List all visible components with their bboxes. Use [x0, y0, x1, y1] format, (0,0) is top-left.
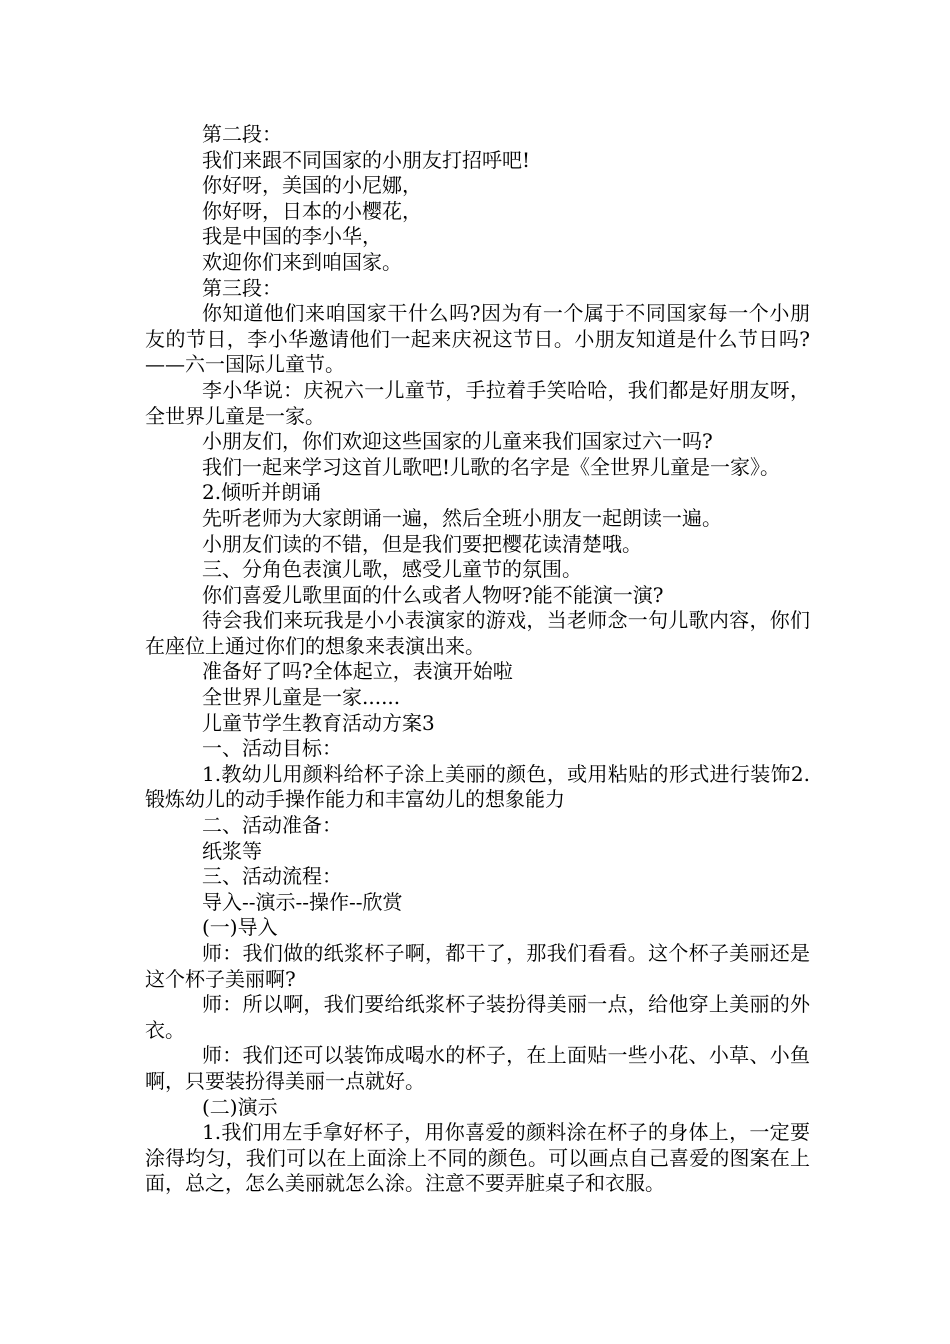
paragraph: 第三段：	[202, 275, 282, 300]
paragraph: 准备好了吗?全体起立，表演开始啦	[202, 659, 513, 684]
paragraph: 二、活动准备：	[202, 813, 342, 838]
paragraph: 师：我们还可以装饰成喝水的杯子，在上面贴一些小花、小草、小鱼啊，只要装扮得美丽一点就好。	[145, 1043, 810, 1093]
paragraph: 1.我们用左手拿好杯子，用你喜爱的颜料涂在杯子的身体上，一定要涂得均匀，我们可以在上面涂上不同的颜色。可以画点自己喜爱的图案在上面，总之，怎么美丽就怎么涂。注意不要弄脏桌子和衣服。	[145, 1120, 810, 1196]
paragraph: 导入--演示--操作--欣赏	[202, 889, 403, 914]
paragraph: 先听老师为大家朗诵一遍，然后全班小朋友一起朗读一遍。	[202, 505, 722, 530]
paragraph: 李小华说：庆祝六一儿童节，手拉着手笑哈哈，我们都是好朋友呀，全世界儿童是一家。	[145, 377, 810, 428]
paragraph: 小朋友们读的不错，但是我们要把樱花读清楚哦。	[202, 531, 642, 556]
paragraph: 小朋友们，你们欢迎这些国家的儿童来我们国家过六一吗?	[202, 429, 713, 454]
paragraph: 1.教幼儿用颜料给杯子涂上美丽的颜色，或用粘贴的形式进行装饰2.锻炼幼儿的动手操作能力和丰富幼儿的想象能力	[145, 761, 810, 812]
paragraph: (二)演示	[202, 1094, 278, 1119]
paragraph: 儿童节学生教育活动方案3	[202, 710, 435, 735]
paragraph: 第二段：	[202, 122, 282, 146]
paragraph: 三、活动流程：	[202, 864, 342, 889]
paragraph: 一、活动目标：	[202, 736, 342, 761]
paragraph: 你好呀，日本的小樱花，	[202, 198, 422, 223]
paragraph: 我们来跟不同国家的小朋友打招呼吧!	[202, 147, 531, 172]
paragraph: 师：我们做的纸浆杯子啊，都干了，那我们看看。这个杯子美丽还是这个杯子美丽啊?	[145, 941, 810, 991]
document-page	[145, 122, 810, 1197]
paragraph: 纸浆等	[202, 838, 262, 863]
paragraph: 你知道他们来咱国家干什么吗?因为有一个属于不同国家每一个小朋友的节日，李小华邀请他们一起来庆祝这节日。小朋友知道是什么节日吗?——六一国际儿童节。	[145, 301, 810, 377]
paragraph: 2.倾听并朗诵	[202, 480, 322, 505]
paragraph: 我是中国的李小华，	[202, 224, 382, 249]
paragraph: 师：所以啊，我们要给纸浆杯子装扮得美丽一点，给他穿上美丽的外衣。	[145, 992, 810, 1042]
paragraph: 全世界儿童是一家......	[202, 685, 401, 710]
paragraph: 你好呀，美国的小尼娜，	[202, 173, 422, 198]
paragraph: 欢迎你们来到咱国家。	[202, 249, 402, 274]
paragraph: 你们喜爱儿歌里面的什么或者人物呀?能不能演一演?	[202, 582, 664, 607]
paragraph: 待会我们来玩我是小小表演家的游戏，当老师念一句儿歌内容，你们在座位上通过你们的想象来表演出来。	[145, 608, 810, 658]
paragraph: (一)导入	[202, 915, 278, 940]
paragraph: 我们一起来学习这首儿歌吧!儿歌的名字是《全世界儿童是一家》。	[202, 454, 781, 479]
paragraph: 三、分角色表演儿歌，感受儿童节的氛围。	[202, 557, 582, 582]
